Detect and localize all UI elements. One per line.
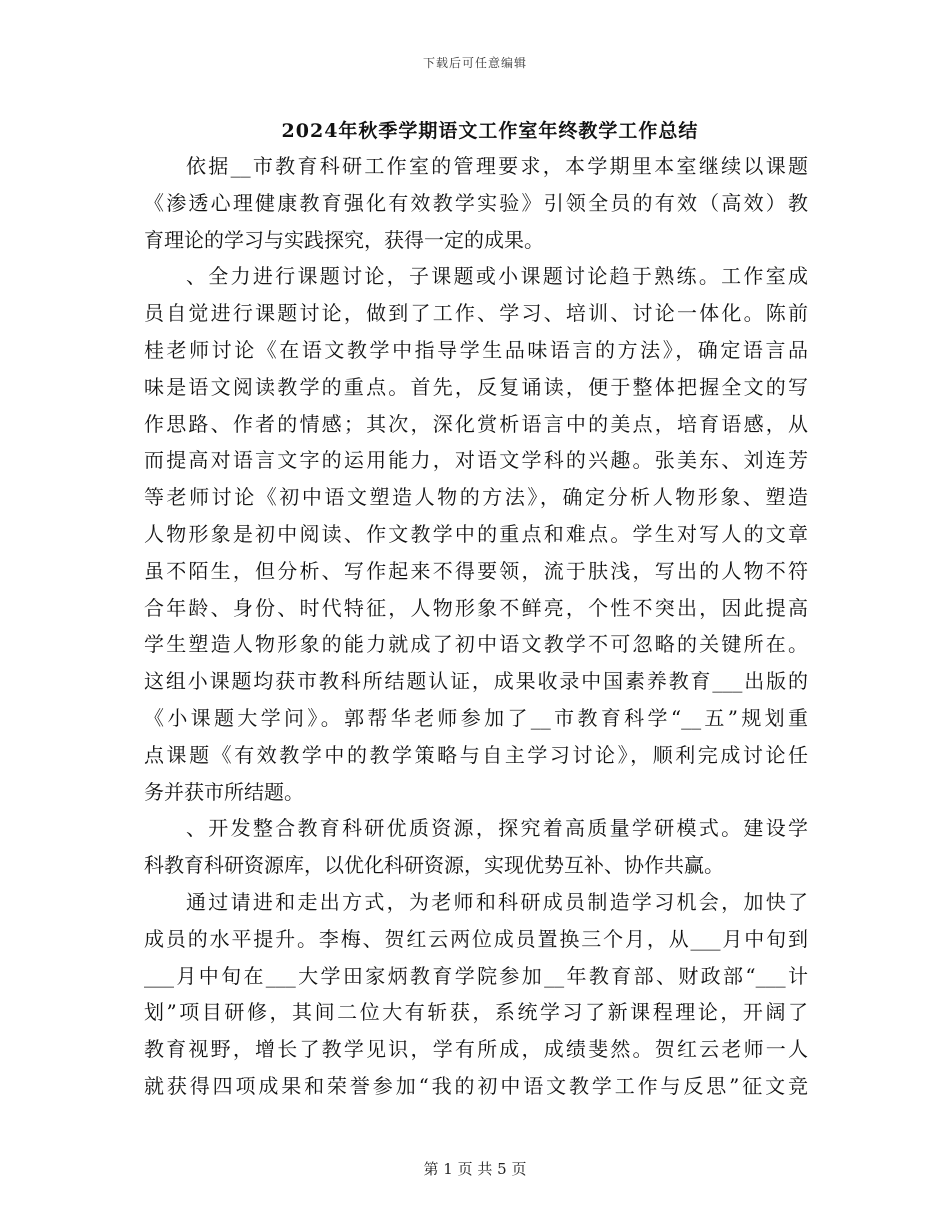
paragraph-line: 人物形象是初中阅读、作文教学中的重点和难点。学生对写人的文章: [144, 521, 808, 546]
paragraph-line: 桂老师讨论《在语文教学中指导学生品味语言的方法》，确定语言品: [144, 337, 808, 362]
paragraph-line: 就获得四项成果和荣誉参加“我的初中语文教学工作与反思”征文竞: [144, 1073, 808, 1098]
paragraph-line: 作思路、作者的情感；其次，深化赏析语言中的美点，培育语感，从: [144, 411, 808, 436]
paragraph-line: ___月中旬在___大学田家炳教育学院参加__年教育部、财政部“___计: [144, 963, 808, 988]
document-body: [144, 148, 808, 1105]
paragraph-line: 这组小课题均获市教科所结题认证，成果收录中国素养教育___出版的: [144, 669, 808, 694]
paragraph-line: 等老师讨论《初中语文塑造人物的方法》，确定分析人物形象、塑造: [144, 485, 808, 510]
paragraph-line: 味是语文阅读教学的重点。首先，反复诵读，便于整体把握全文的写: [144, 374, 808, 399]
paragraph-line: 学生塑造人物形象的能力就成了初中语文教学不可忽略的关键所在。: [144, 632, 808, 657]
paragraph-line: 合年龄、身份、时代特征，人物形象不鲜亮，个性不突出，因此提高: [144, 595, 808, 620]
paragraph-line: 科教育科研资源库，以优化科研资源，实现优势互补、协作共赢。: [144, 853, 724, 878]
paragraph-line: 《小课题大学问》。郭帮华老师参加了__市教育科学“__五”规划重: [144, 705, 808, 730]
paragraph-line: 通过请进和走出方式，为老师和科研成员制造学习机会，加快了: [186, 889, 808, 914]
page-header-note: 下载后可任意编辑: [422, 56, 527, 70]
paragraph-line: 、开发整合教育科研优质资源，探究着高质量学研模式。建设学: [186, 816, 808, 841]
paragraph-line: 务并获市所结题。: [144, 779, 304, 804]
page-footer-number: 第 1 页 共 5 页: [423, 1160, 527, 1178]
document-title: 2024年秋季学期语文工作室年终教学工作总结: [281, 120, 699, 142]
paragraph-line: 员自觉进行课题讨论，做到了工作、学习、培训、讨论一体化。陈前: [144, 301, 808, 326]
paragraph-line: 、全力进行课题讨论，子课题或小课题讨论趋于熟练。工作室成: [186, 264, 808, 289]
paragraph-line: 而提高对语言文字的运用能力，对语文学科的兴趣。张美东、刘连芳: [144, 448, 808, 473]
paragraph-line: 《渗透心理健康教育强化有效教学实验》引领全员的有效（高效）教: [144, 190, 808, 215]
paragraph-line: 点课题《有效教学中的教学策略与自主学习讨论》，顺利完成讨论任: [144, 742, 808, 767]
paragraph-line: 成员的水平提升。李梅、贺红云两位成员置换三个月，从___月中旬到: [144, 926, 808, 951]
paragraph-line: 划”项目研修，其间二位大有斩获，系统学习了新课程理论，开阔了: [144, 1000, 808, 1025]
paragraph-line: 依据__市教育科研工作室的管理要求，本学期里本室继续以课题: [186, 154, 808, 178]
paragraph-line: 教育视野，增长了教学见识，学有所成，成绩斐然。贺红云老师一人: [144, 1037, 808, 1062]
paragraph-line: 虽不陌生，但分析、写作起来不得要领，流于肤浅，写出的人物不符: [144, 558, 808, 583]
paragraph-line: 育理论的学习与实践探究，获得一定的成果。: [144, 227, 544, 252]
